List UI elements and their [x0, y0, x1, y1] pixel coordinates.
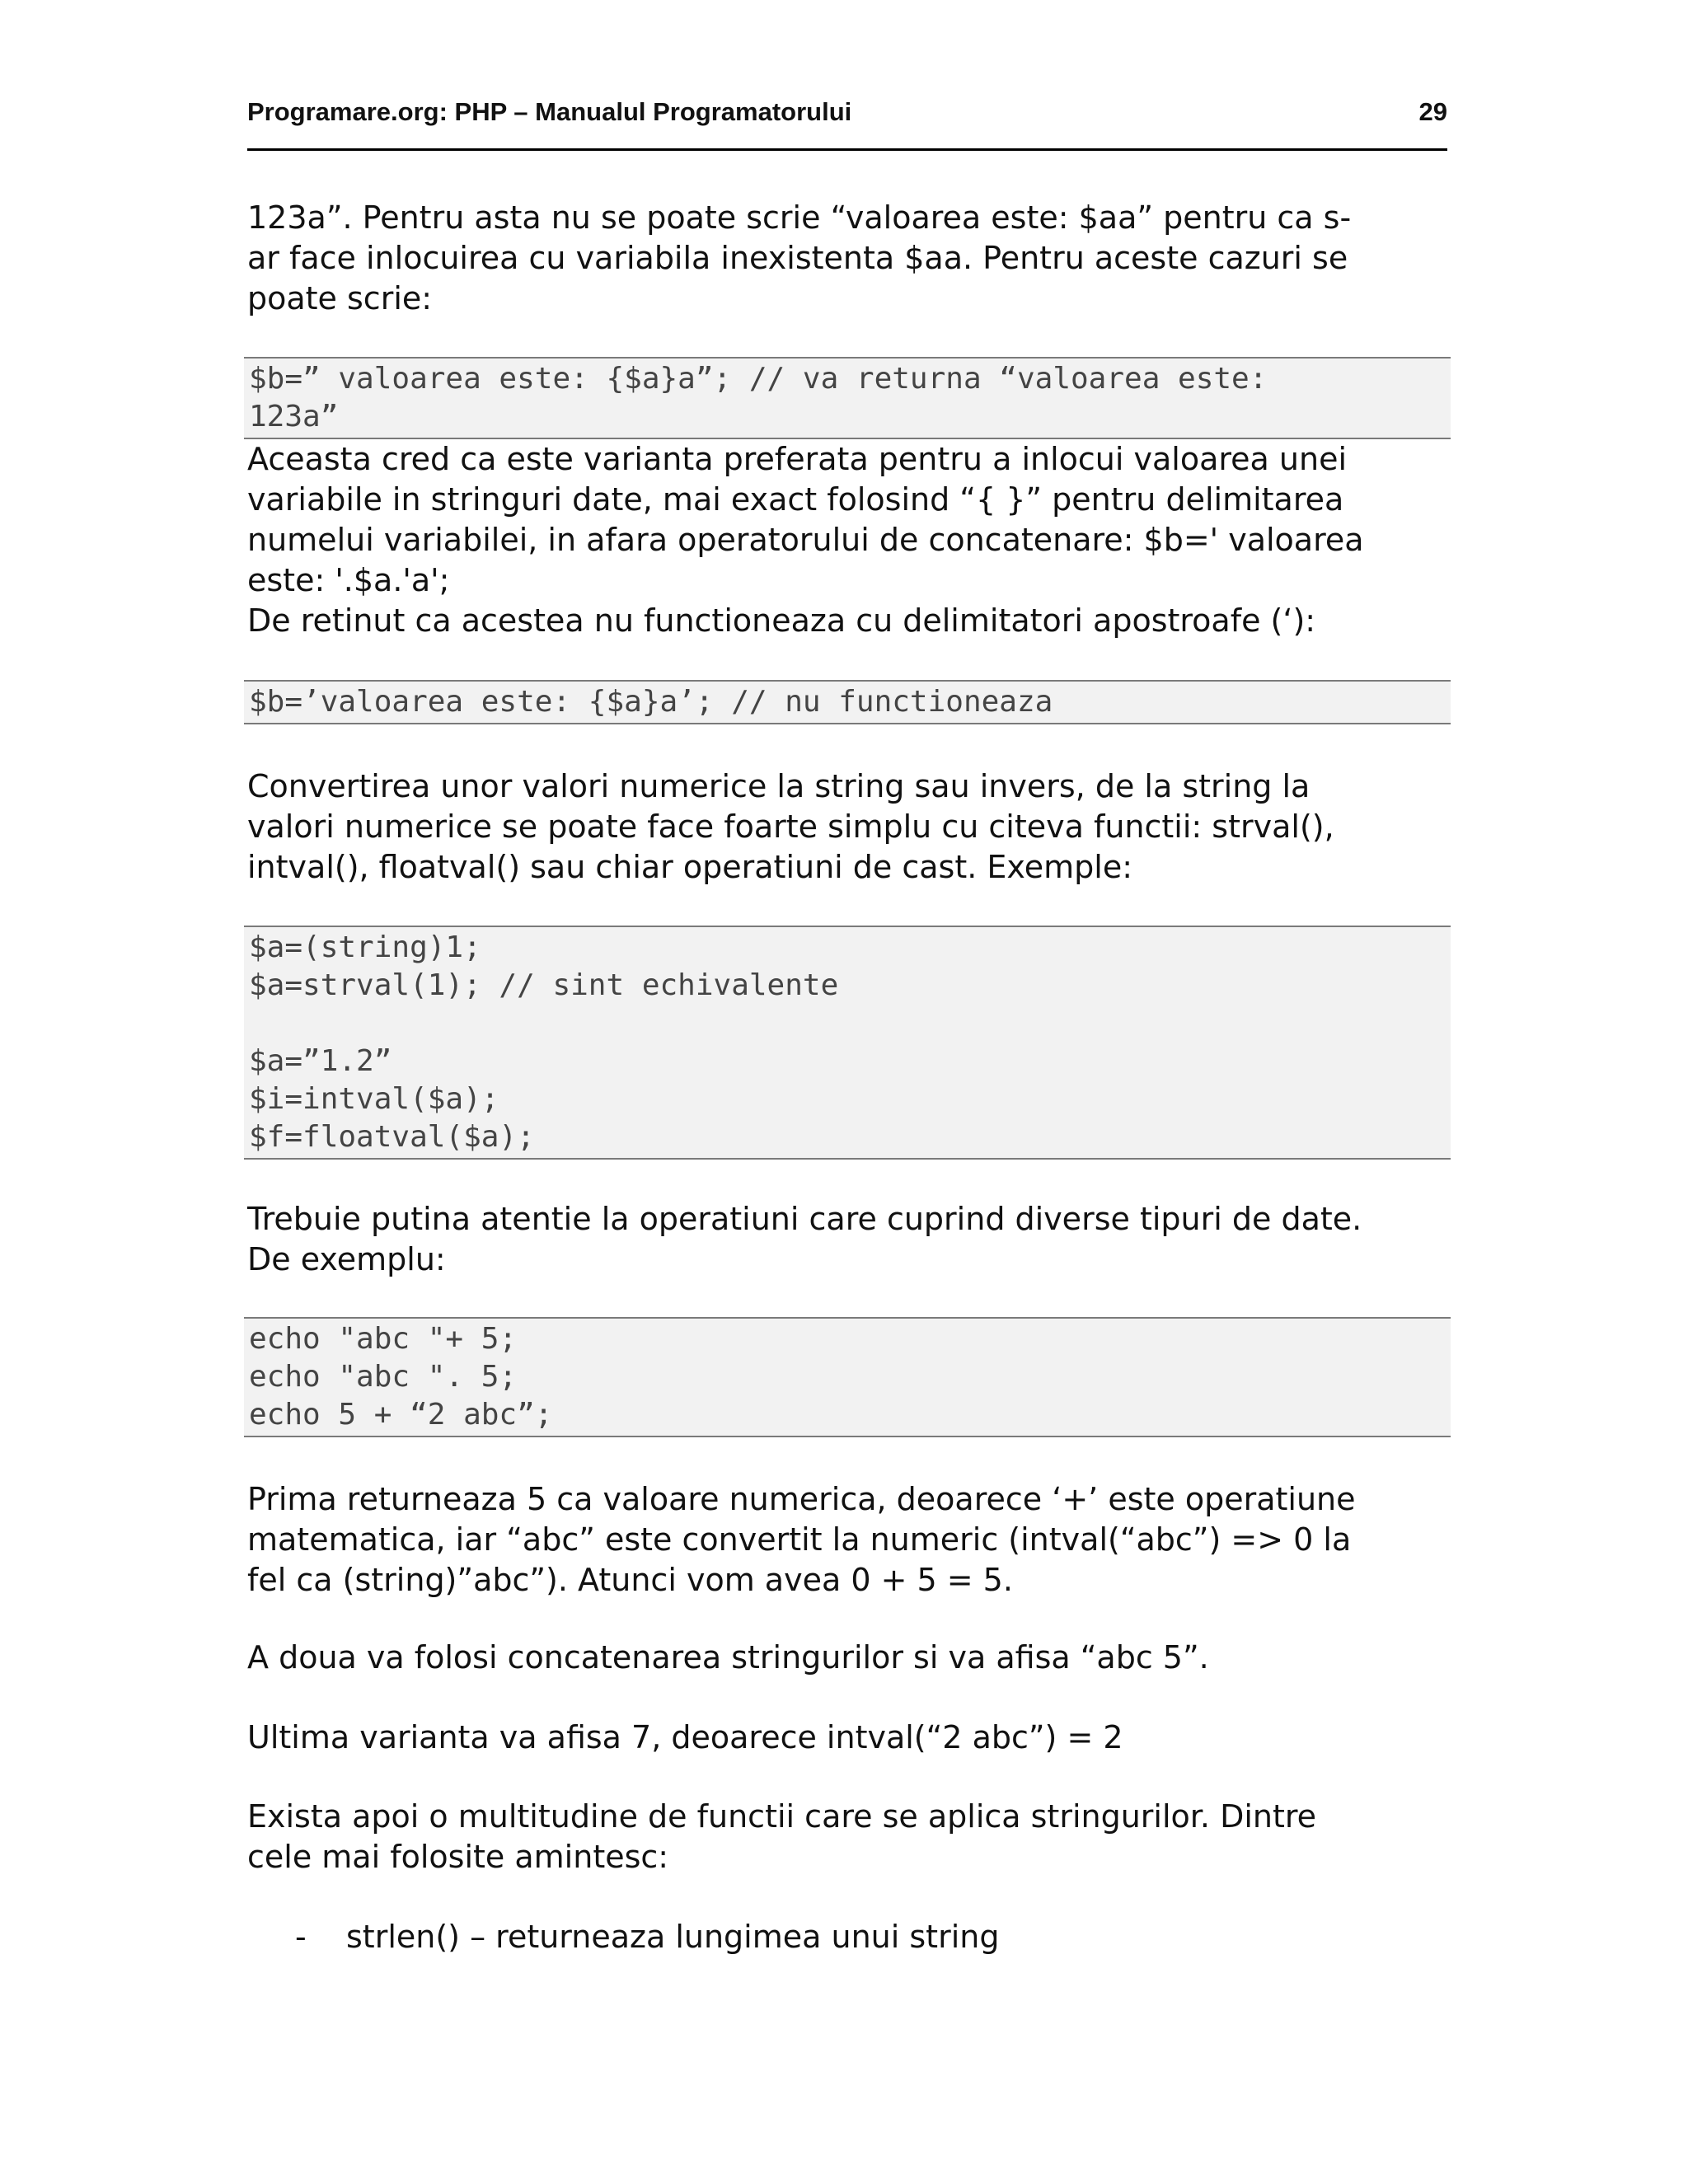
- paragraph-last-explained: Ultima varianta va afisa 7, deoarece intval(“2 abc”) = 2: [247, 1719, 1123, 1755]
- code-block-1: [244, 357, 1451, 439]
- code-line: $i=intval($a);: [249, 1082, 499, 1116]
- code-block-2: [244, 680, 1451, 724]
- code-block-4: [244, 1317, 1451, 1437]
- bullet-dash: -: [295, 1919, 307, 1955]
- code-line: [249, 1005, 1446, 1043]
- code-block-3: [244, 926, 1451, 1160]
- code-line: $b=’valoarea este: {$a}a’; // nu functioneaza: [249, 685, 1053, 719]
- code-line: echo "abc ". 5;: [249, 1360, 518, 1394]
- paragraph-conversion: Convertirea unor valori numerice la string sau invers, de la string la valori numerice se poate face foarte simplu cu citeva functii: strval(), intval(), floatval() sau chiar operatiuni de cast. Exemple:: [247, 768, 1334, 885]
- code-line: $f=floatval($a);: [249, 1120, 535, 1154]
- code-line: echo "abc "+ 5;: [249, 1322, 518, 1356]
- paragraph-intro: 123a”. Pentru asta nu se poate scrie “valoarea este: $aa” pentru ca s- ar face inlocuirea cu variabila inexistenta $aa. Pentru aceste cazuri se poate scrie:: [247, 199, 1352, 316]
- code-line: $a=”1.2”: [249, 1044, 392, 1078]
- code-line: $a=(string)1;: [249, 930, 481, 964]
- paragraph-first-explained: Prima returneaza 5 ca valoare numerica, deoarece ‘+’ este operatiune matematica, iar “abc” este convertit la numeric (intval(“abc”) => 0 la fel ca (string)”abc”). Atunci vom avea 0 + 5 = 5.: [247, 1481, 1356, 1598]
- paragraph-attention: Trebuie putina atentie la operatiuni care cuprind diverse tipuri de date. De exemplu:: [247, 1201, 1362, 1277]
- paragraph-preferred-variant: Aceasta cred ca este varianta preferata pentru a inlocui valoarea unei variabile in stringuri date, mai exact folosind “{ }” pentru delimitarea numelui variabilei, in afara operatorului de concatenare: $b=' valoarea este: '.$a.'a'; De retinut ca acestea nu functioneaza cu delimitatori apostroafe (‘):: [247, 441, 1364, 639]
- code-line: $a=strval(1); // sint echivalente: [249, 968, 839, 1002]
- list-item-text: strlen() – returneaza lungimea unui string: [346, 1919, 1000, 1955]
- paragraph-second-explained: A doua va folosi concatenarea stringurilor si va afisa “abc 5”.: [247, 1639, 1209, 1675]
- paragraph-string-functions: Exista apoi o multitudine de functii care se aplica stringurilor. Dintre cele mai folosite amintesc:: [247, 1798, 1317, 1875]
- running-title: Programare.org: PHP – Manualul Programatorului: [247, 97, 852, 126]
- code-line: 123a”: [249, 400, 339, 434]
- page-number: 29: [1418, 97, 1447, 126]
- code-line: echo 5 + “2 abc”;: [249, 1398, 553, 1432]
- code-line: $b=” valoarea este: {$a}a”; // va returna “valoarea este:: [249, 362, 1268, 396]
- page-header: [247, 97, 1447, 151]
